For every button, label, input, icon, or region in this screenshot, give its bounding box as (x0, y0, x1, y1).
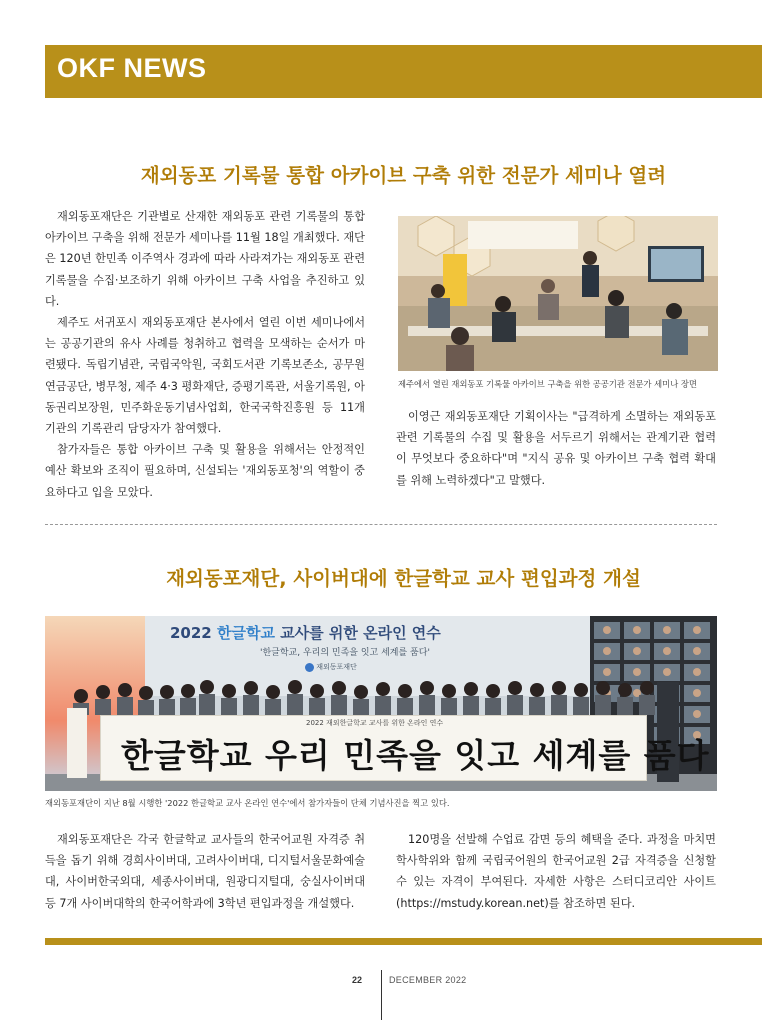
banner-title-year: 2022 (170, 624, 212, 642)
banner-logo-text: 재외동포재단 (316, 663, 357, 671)
calligraphy-banner (100, 715, 710, 781)
page-number: 22 (352, 975, 363, 985)
article1-paragraph: 재외동포재단은 기관별로 산재한 재외동포 관련 기록물의 통합 아카이브 구축을 위해 전문가 세미나를 11월 18일 개최했다. 재단은 120년 한민족 이주역사 경과에 따라 사라져가는 재외동포 관련 기록물을 수집·보조하기 위해 아카이브 구축 사업을 추진하고 있다. (45, 210, 365, 308)
article1-paragraph: 이영근 재외동포재단 기획이사는 "급격하게 소멸하는 재외동포 관련 기록물의 수집 및 활용을 서두르기 위해서는 관계기관 협력이 무엇보다 중요하다"며 "지식 공유 및 아카이브 구축 협력 확대를 위해 노력하겠다"고 말했다. (396, 410, 716, 487)
footer-bar (45, 938, 762, 945)
issue-date: DECEMBER 2022 (389, 975, 467, 985)
article1-headline: 재외동포 기록물 통합 아카이브 구축 위한 전문가 세미나 열려 (140, 164, 667, 187)
article2-paragraph: 120명을 선발해 수업료 감면 등의 혜택을 준다. 과정을 마치면 학사학위와 함께 국립국어원의 한국어교원 2급 자격증을 신청할 수 있는 자격이 부여된다. 자세한 사항은 스터디코리안 사이트(https://mstudy.korean.net)를 참조하면 된다. (396, 833, 716, 910)
section-title: OKF NEWS (57, 53, 207, 83)
banner-subtitle: '한글학교, 우리의 민족을 잇고 세계를 품다' (260, 648, 430, 658)
article1-paragraph: 제주도 서귀포시 재외동포재단 본사에서 열린 이번 세미나에서는 공공기관의 유사 사례를 청취하고 협력을 모색하는 순서가 마련됐다. 독립기념관, 국립국악원, 국회도서관 기록보존소, 공무원연금공단, 병무청, 제주 4·3 평화재단, 증평기록관, 서울기록원, 아동권리보장원, 민주화운동기념사업회, 한국국학진흥원 등 11개 기관의 기록관리 담당자가 참여했다. (45, 316, 365, 436)
group-photo-caption: 재외동포재단이 지난 8월 시행한 '2022 한글학교 교사 온라인 연수'에서 참가자들이 단체 기념사진을 찍고 있다. (45, 798, 450, 808)
article1-body-left (45, 206, 365, 503)
article1-body-right (396, 406, 716, 491)
section-divider (45, 524, 717, 525)
article2-paragraph: 재외동포재단은 각국 한글학교 교사들의 한국어교원 자격증 취득을 돕기 위해 경희사이버대, 고려사이버대, 디지털서울문화예술대, 사이버한국외대, 세종사이버대, 원광디지털대, 숭실사이버대 등 7개 사이버대학의 한국어학과에 3학년 편입과정을 개설했다. (45, 833, 365, 910)
section-header (45, 45, 762, 98)
seminar-photo (398, 216, 718, 371)
footer-divider (381, 970, 382, 1020)
banner-title-highlight: 한글학교 (216, 624, 275, 642)
article2-body-right (396, 829, 716, 914)
seminar-photo-caption: 제주에서 열린 재외동포 기록물 아카이브 구축을 위한 공공기관 전문가 세미나 장면 (398, 379, 697, 389)
banner-small-line: 2022 재외한글학교 교사를 위한 온라인 연수 (306, 719, 444, 727)
article2-headline: 재외동포재단, 사이버대에 한글학교 교사 편입과정 개설 (166, 567, 641, 590)
banner-title-rest: 교사를 위한 온라인 연수 (280, 624, 441, 642)
article2-body-left (45, 829, 365, 914)
group-photo (45, 616, 717, 791)
banner-calligraphy: 한글학교 우리 민족을 잇고 세계를 품다 (121, 736, 710, 775)
article1-paragraph: 참가자들은 통합 아카이브 구축 및 활용을 위해서는 안정적인 예산 확보와 조직이 필요하며, 신설되는 '재외동포청'의 역할이 중요하다고 입을 모았다. (45, 443, 365, 499)
